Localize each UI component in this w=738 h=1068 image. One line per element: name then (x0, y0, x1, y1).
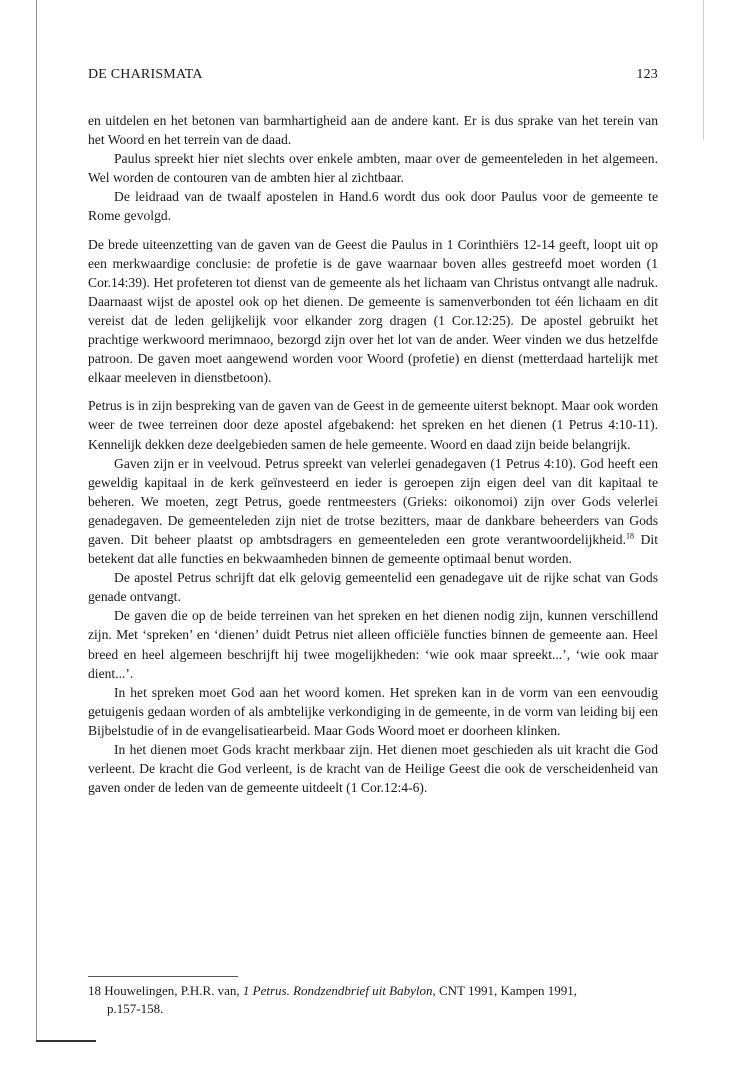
paragraph-3: De leidraad van de twaalf apostelen in Hand.6 wordt dus ook door Paulus voor de gemeente te Rome gevolgd. (88, 189, 658, 224)
footnote-reference: 18 (626, 531, 634, 541)
paragraph-1: en uitdelen en het betonen van barmhartigheid aan de andere kant. Er is dus sprake van het terein van het Woord en het terrein van de daad. (88, 113, 658, 148)
footnote-number: 18 (88, 983, 101, 998)
paragraph-4: De brede uiteenzetting van de gaven van de Geest die Paulus in 1 Corinthiërs 12-14 geeft, loopt uit op een merkwaardige conclusie: de profetie is de gave waarnaar boven alles gestreefd moet worden (1 Cor.14:39). Het profeteren tot dienst van de gemeente als het lichaam van Christus ontvangt alle nadruk. Daarnaast wijst de apostel ook op het dienen. De gemeente is samenverbonden tot één lichaam en dit vereist dat de leden gelijkelijk voor elkander zorg dragen (1 Cor.12:25). De apostel gebruikt het prachtige werkwoord merimnaoo, bezorgd zijn over het lot van de ander. Weer vinden we dus hetzelfde patroon. De gaven moet aangewend worden voor Woord (profetie) en dienst (metterdaad hartelijk met elkaar meeleven in dienstbetoon). (88, 236, 658, 386)
page-edge-bottom (36, 1040, 96, 1042)
footnote-pages: p.157-158. (107, 1001, 164, 1016)
page-edge-left (36, 0, 37, 1040)
footnote-divider (88, 976, 238, 977)
paragraph-2: Paulus spreekt hier niet slechts over enkele ambten, maar over de gemeenteleden in het algemeen. Wel worden de contouren van de ambten hier al zichtbaar. (88, 151, 658, 186)
paragraph-6 (88, 454, 658, 569)
paragraph-5: Petrus is in zijn bespreking van de gaven van de Geest in de gemeente uiterst beknopt. Maar ook worden weer de twee terreinen door deze apostel afgebakend: het spreken en het dienen (1 Petrus 4:10-11). Kennelijk dekken deze deelgebieden samen de hele gemeente. Woord en daad zijn beide belangrijk. (88, 398, 658, 452)
paragraph-8: De gaven die op de beide terreinen van het spreken en het dienen nodig zijn, kunnen verschillend zijn. Met ‘spreken’ en ‘dienen’ duidt Petrus niet alleen officiële functies binnen de gemeente aan. Heel breed en heel algemeen beschrijft hij twee mogelijkheden: ‘wie ook maar spreekt...’, ‘wie ook maar dient...’. (88, 608, 658, 681)
footnote (88, 982, 658, 1018)
paragraph-6-text: Gaven zijn er in veelvoud. Petrus spreekt van velerlei genadegaven (1 Petrus 4:10). God heeft een geweldig kapitaal in de kerk geïnvesteerd en ieder is geroepen zijn eigen deel van dit kapitaal te beheren. We moeten, zegt Petrus, goede rentmeesters (Grieks: oikonomoi) zijn over Gods velerlei genadegaven. De gemeenteleden zijn niet de trotse bezitters, maar de dankbare beheerders van Gods gaven. Dit beheer plaatst op ambtsdragers en gemeenteleden een grote verantwoordelijkheid. (88, 455, 658, 547)
paragraph-9: In het spreken moet God aan het woord komen. Het spreken kan in de vorm van een eenvoudig getuigenis gedaan worden of als ambtelijke verkondiging in de gemeente, in de vorm van leiding bij een Bijbelstudie of in de evangelisatiearbeid. Maar Gods Woord moet er doorheen klinken. (88, 684, 658, 738)
running-title: DE CHARISMATA (88, 67, 203, 82)
footnote-text-a: Houwelingen, P.H.R. van, (104, 983, 243, 998)
paragraph-10: In het dienen moet Gods kracht merkbaar zijn. Het dienen moet geschieden als uit kracht die God verleent. De kracht die God verleent, is de kracht van de Heilige Geest die ook de verscheidenheid van gaven onder de leden van de gemeente uitdeelt (1 Cor.12:4-6). (88, 742, 658, 796)
paragraph-6-tail: Dit betekent dat alle functies en bekwaamheden binnen de gemeente optimaal benut worden. (88, 531, 658, 567)
paragraph-7: De apostel Petrus schrijft dat elk gelovig gemeentelid een genadegave uit de rijke schat van Gods genade ontvangt. (88, 570, 658, 605)
footnote-text-b: CNT 1991, Kampen 1991, (435, 983, 578, 998)
page-edge-right (703, 0, 704, 140)
body-text (88, 111, 658, 797)
page-number: 123 (636, 67, 658, 82)
running-header (88, 67, 658, 87)
footnote-title: 1 Petrus. Rondzendbrief uit Babylon, (242, 983, 436, 998)
